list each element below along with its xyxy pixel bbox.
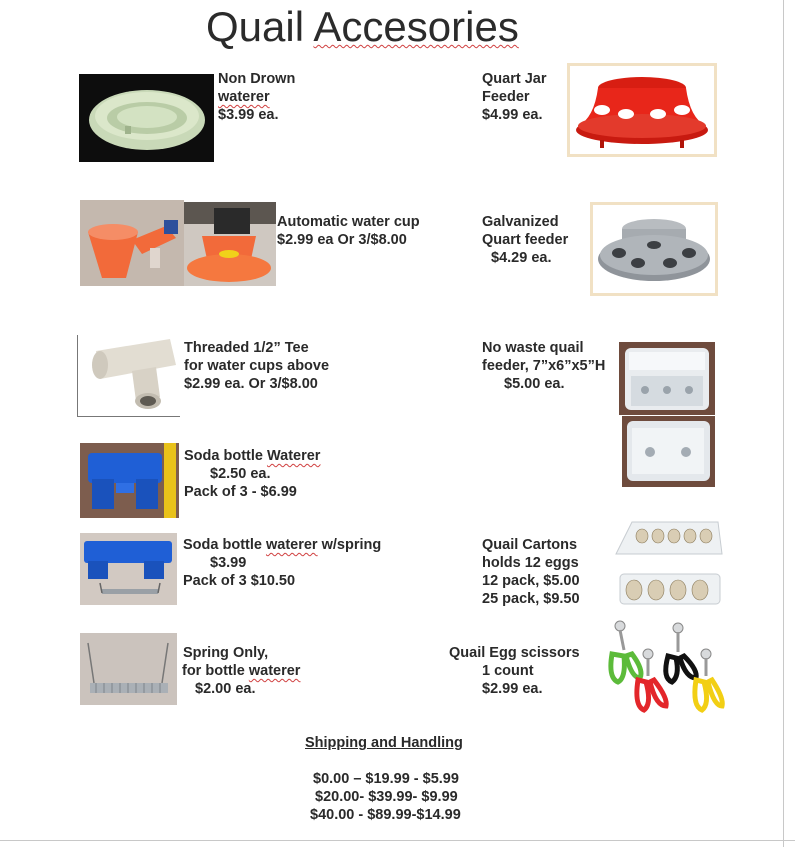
egg-scissors-price: $2.99 ea.: [482, 681, 543, 697]
threaded-tee-title-2: for water cups above: [184, 358, 330, 374]
shipping-row-2: $20.00- $39.99- $9.99: [315, 789, 458, 805]
soda-waterer-pack: Pack of 3 - $6.99: [184, 484, 297, 500]
threaded-tee-price: $2.99 ea. Or 3/$8.00: [184, 376, 318, 392]
galvanized-title-2: Quart feeder: [482, 232, 569, 248]
no-waste-title-2: feeder, 7”x6”x5”H: [482, 358, 606, 374]
non-drown-price: $3.99 ea.: [218, 107, 279, 123]
soda-spring-title: Soda bottle waterer w/spring: [183, 537, 382, 553]
non-drown-waterer-image: [79, 74, 214, 162]
page-edge-bottom: [0, 840, 795, 841]
quail-cartons-image: [612, 514, 724, 610]
no-waste-feeder-image-2: [622, 416, 715, 487]
no-waste-feeder-image-1: [619, 342, 715, 415]
egg-scissors-count: 1 count: [482, 663, 534, 679]
quart-jar-price: $4.99 ea.: [482, 107, 543, 123]
automatic-water-cup-image-2: [184, 202, 276, 286]
spring-only-price: $2.00 ea.: [195, 681, 256, 697]
page-edge-right: [783, 0, 784, 847]
cartons-25-pack: 25 pack, $9.50: [482, 591, 580, 607]
no-waste-title-1: No waste quail: [482, 340, 584, 356]
soda-waterer-spring-image: [80, 533, 177, 605]
galvanized-feeder-image: [590, 202, 718, 296]
page-title: Quail Accesories: [206, 3, 519, 50]
egg-scissors-image: [606, 620, 725, 714]
cartons-12-pack: 12 pack, $5.00: [482, 573, 580, 589]
soda-waterer-price: $2.50 ea.: [210, 466, 271, 482]
soda-spring-pack: Pack of 3 $10.50: [183, 573, 296, 589]
quart-jar-title-2: Feeder: [482, 89, 530, 105]
spring-only-image: [80, 633, 177, 705]
spring-only-title: Spring Only,: [183, 645, 269, 661]
non-drown-title-1: Non Drown: [218, 71, 296, 87]
cartons-title-2: holds 12 eggs: [482, 555, 579, 571]
cartons-title-1: Quail Cartons: [482, 537, 578, 553]
no-waste-price: $5.00 ea.: [504, 376, 565, 392]
galvanized-title-1: Galvanized: [482, 214, 559, 230]
spring-only-subtitle: for bottle waterer: [182, 663, 301, 679]
soda-spring-price: $3.99: [210, 555, 247, 571]
quart-jar-title-1: Quart Jar: [482, 71, 547, 87]
egg-scissors-title: Quail Egg scissors: [449, 645, 580, 661]
shipping-row-1: $0.00 – $19.99 - $5.99: [313, 771, 459, 787]
automatic-water-cup-image: [80, 200, 184, 286]
threaded-tee-title-1: Threaded 1/2” Tee: [184, 340, 309, 356]
soda-bottle-waterer-image: [80, 443, 179, 518]
galvanized-price: $4.29 ea.: [491, 250, 552, 266]
quart-jar-feeder-image: [567, 63, 717, 157]
automatic-water-cup-price: $2.99 ea Or 3/$8.00: [277, 232, 407, 248]
automatic-water-cup-title: Automatic water cup: [277, 214, 420, 230]
shipping-row-3: $40.00 - $89.99-$14.99: [310, 807, 461, 823]
threaded-tee-image: [77, 335, 180, 417]
shipping-title: Shipping and Handling: [305, 735, 463, 751]
soda-waterer-title: Soda bottle Waterer: [184, 448, 321, 464]
non-drown-title-2: waterer: [218, 89, 270, 105]
